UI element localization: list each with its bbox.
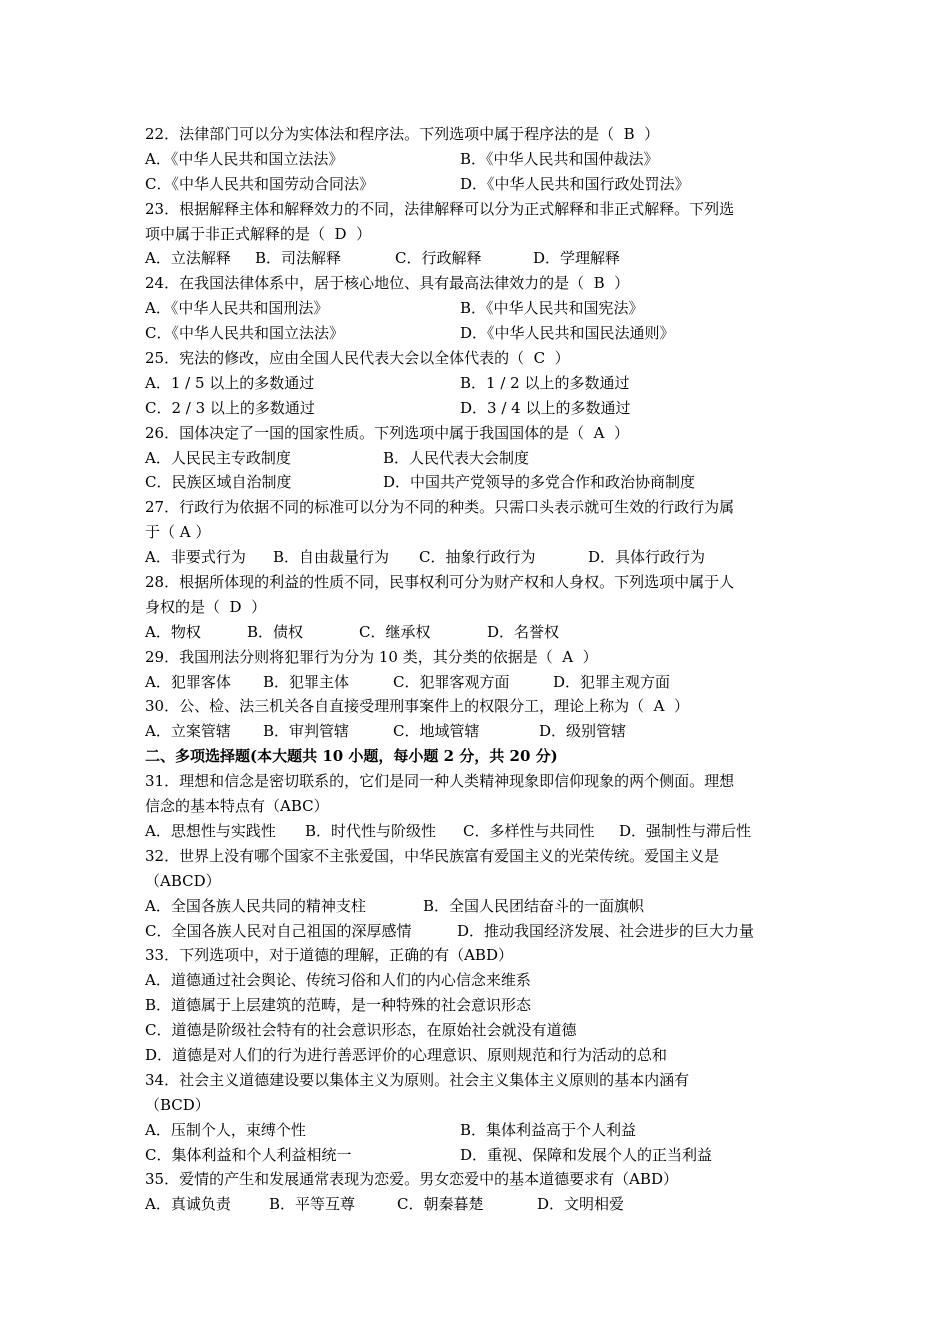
- question-24-options-row-2: [145, 321, 810, 346]
- question-35-option-a: A．真诚负责: [145, 1195, 231, 1214]
- question-35-option-d: D．文明相爱: [537, 1195, 625, 1214]
- question-31-stem-line-2: 信念的基本特点有（ABC）: [145, 797, 329, 816]
- question-26-option-b: B．人民代表大会制度: [383, 448, 530, 467]
- question-26-option-a: A．人民民主专政制度: [145, 448, 291, 467]
- question-25-options-row-1: [145, 371, 810, 396]
- question-28-option-d: D．名誉权: [487, 622, 560, 641]
- question-34-option-c: C．集体利益和个人利益相统一: [145, 1145, 352, 1164]
- question-35-options-row: [145, 1192, 810, 1217]
- section-heading-multiple-choice: 二、多项选择题(本大题共 10 小题，每小题 2 分，共 20 分): [145, 747, 558, 766]
- question-22-option-d: D．《中华人民共和国行政处罚法》: [460, 174, 690, 193]
- question-27-stem-line-1: 27．行政行为依据不同的标准可以分为不同的种类。只需口头表示就可生效的行政行为属: [145, 498, 735, 517]
- question-27-options-row: [145, 545, 810, 570]
- question-34-option-d: D．重视、保障和发展个人的正当利益: [460, 1145, 713, 1164]
- question-23-stem-line-2: 项中属于非正式解释的是（ D ）: [145, 224, 372, 243]
- question-34-stem-line-2: （BCD）: [145, 1095, 210, 1114]
- question-26-options-row-1: [145, 446, 810, 471]
- question-30-option-b: B．审判管辖: [263, 722, 350, 741]
- question-24-option-d: D．《中华人民共和国民法通则》: [460, 324, 675, 343]
- question-28-option-a: A．物权: [145, 622, 201, 641]
- question-34-option-a: A．压制个人，束缚个性: [145, 1120, 306, 1139]
- question-24-option-c: C．《中华人民共和国立法法》: [145, 324, 344, 343]
- question-32-stem-line-1: 32．世界上没有哪个国家不主张爱国，中华民族富有爱国主义的光荣传统。爱国主义是: [145, 846, 720, 865]
- question-34-stem-line-1: 34．社会主义道德建设要以集体主义为原则。社会主义集体主义原则的基本内涵有: [145, 1070, 690, 1089]
- question-30-option-c: C．地域管辖: [393, 722, 480, 741]
- question-29-option-c: C．犯罪客观方面: [393, 672, 510, 691]
- question-27-option-c: C．抽象行政行为: [419, 548, 536, 567]
- question-32-option-d: D．推动我国经济发展、社会进步的巨大力量: [457, 921, 755, 940]
- question-22-stem: 22．法律部门可以分为实体法和程序法。下列选项中属于程序法的是（ B ）: [145, 125, 660, 143]
- question-31-option-c: C．多样性与共同性: [463, 821, 595, 840]
- question-29-options-row: [145, 670, 810, 695]
- question-35-stem: 35．爱情的产生和发展通常表现为恋爱。男女恋爱中的基本道德要求有（ABD）: [145, 1170, 678, 1189]
- question-25-option-d: D．3 / 4 以上的多数通过: [460, 398, 631, 417]
- question-28-option-c: C．继承权: [359, 622, 431, 641]
- question-35-option-b: B．平等互尊: [269, 1195, 356, 1214]
- question-30-stem: 30．公、检、法三机关各自直接受理刑事案件上的权限分工，理论上称为（ A ）: [145, 697, 689, 716]
- question-29-option-a: A．犯罪客体: [145, 672, 231, 691]
- question-22-options-row-2: [145, 172, 810, 197]
- question-31-option-d: D．强制性与滞后性: [619, 821, 752, 840]
- question-23-stem-line-1: 23．根据解释主体和解释效力的不同，法律解释可以分为正式解释和非正式解释。下列选: [145, 199, 735, 218]
- page-content: [145, 122, 810, 1217]
- question-33-option-d: D．道德是对人们的行为进行善恶评价的心理意识、原则规范和行为活动的总和: [145, 1045, 668, 1064]
- question-23-option-b: B．司法解释: [255, 249, 342, 268]
- question-23-options-row: [145, 246, 810, 271]
- question-28-option-b: B．债权: [247, 622, 304, 641]
- question-28-options-row: [145, 620, 810, 645]
- question-31-stem-line-1: 31．理想和信念是密切联系的，它们是同一种人类精神现象即信仰现象的两个侧面。理想: [145, 772, 735, 791]
- question-26-option-d: D．中国共产党领导的多党合作和政治协商制度: [383, 473, 696, 492]
- question-25-option-b: B．1 / 2 以上的多数通过: [460, 373, 630, 392]
- question-29-option-d: D．犯罪主观方面: [553, 672, 671, 691]
- question-24-option-b: B．《中华人民共和国宪法》: [460, 299, 644, 318]
- question-25-option-c: C．2 / 3 以上的多数通过: [145, 398, 315, 417]
- question-35-option-c: C．朝秦暮楚: [397, 1195, 484, 1214]
- question-24-stem: 24．在我国法律体系中，居于核心地位、具有最高法律效力的是（ B ）: [145, 274, 630, 293]
- question-31-option-b: B．时代性与阶级性: [305, 821, 437, 840]
- question-32-option-a: A．全国各族人民共同的精神支柱: [145, 896, 366, 915]
- question-33-option-b: B．道德属于上层建筑的范畴，是一种特殊的社会意识形态: [145, 996, 532, 1015]
- question-25-stem: 25．宪法的修改，应由全国人民代表大会以全体代表的（ C ）: [145, 349, 570, 368]
- question-22-options-row-1: [145, 147, 810, 172]
- question-26-stem: 26．国体决定了一国的国家性质。下列选项中属于我国国体的是（ A ）: [145, 423, 629, 442]
- question-28-stem-line-2: 身权的是（ D ）: [145, 597, 267, 616]
- question-27-option-a: A．非要式行为: [145, 548, 246, 567]
- question-30-options-row: [145, 719, 810, 744]
- question-34-option-b: B．集体利益高于个人利益: [460, 1120, 637, 1139]
- question-22-option-b: B．《中华人民共和国仲裁法》: [460, 149, 659, 168]
- question-27-stem-line-2: 于（ A ）: [145, 523, 211, 542]
- question-23-option-d: D．学理解释: [533, 249, 621, 268]
- question-32-options-row-1: [145, 894, 810, 919]
- question-30-option-a: A．立案管辖: [145, 722, 231, 741]
- question-28-stem-line-1: 28．根据所体现的利益的性质不同，民事权利可分为财产权和人身权。下列选项中属于人: [145, 573, 735, 592]
- question-25-option-a: A．1 / 5 以上的多数通过: [145, 373, 315, 392]
- question-30-option-d: D．级别管辖: [539, 722, 627, 741]
- question-23-option-a: A．立法解释: [145, 249, 231, 268]
- question-34-options-row-1: [145, 1118, 810, 1143]
- question-32-stem-line-2: （ABCD）: [145, 871, 221, 890]
- question-24-options-row-1: [145, 296, 810, 321]
- question-33-stem: 33．下列选项中，对于道德的理解，正确的有（ABD）: [145, 946, 513, 965]
- question-34-options-row-2: [145, 1143, 810, 1168]
- question-23-option-c: C．行政解释: [395, 249, 482, 268]
- question-32-option-c: C．全国各族人民对自己祖国的深厚感情: [145, 921, 412, 940]
- question-31-options-row: [145, 819, 810, 844]
- question-32-option-b: B．全国人民团结奋斗的一面旗帜: [423, 896, 645, 915]
- question-33-option-a: A．道德通过社会舆论、传统习俗和人们的内心信念来维系: [145, 971, 531, 990]
- question-29-option-b: B．犯罪主体: [263, 672, 350, 691]
- question-26-options-row-2: [145, 470, 810, 495]
- question-27-option-d: D．具体行政行为: [588, 548, 706, 567]
- question-26-option-c: C．民族区域自治制度: [145, 473, 292, 492]
- question-31-option-a: A．思想性与实践性: [145, 821, 276, 840]
- question-24-option-a: A．《中华人民共和国刑法》: [145, 299, 329, 318]
- question-29-stem: 29．我国刑法分则将犯罪行为分为 10 类，其分类的依据是（ A ）: [145, 647, 598, 666]
- question-22-option-a: A．《中华人民共和国立法法》: [145, 149, 344, 168]
- question-22-option-c: C．《中华人民共和国劳动合同法》: [145, 174, 374, 193]
- question-33-option-c: C．道德是阶级社会特有的社会意识形态，在原始社会就没有道德: [145, 1021, 577, 1040]
- question-27-option-b: B．自由裁量行为: [273, 548, 390, 567]
- question-25-options-row-2: [145, 396, 810, 421]
- question-32-options-row-2: [145, 919, 810, 944]
